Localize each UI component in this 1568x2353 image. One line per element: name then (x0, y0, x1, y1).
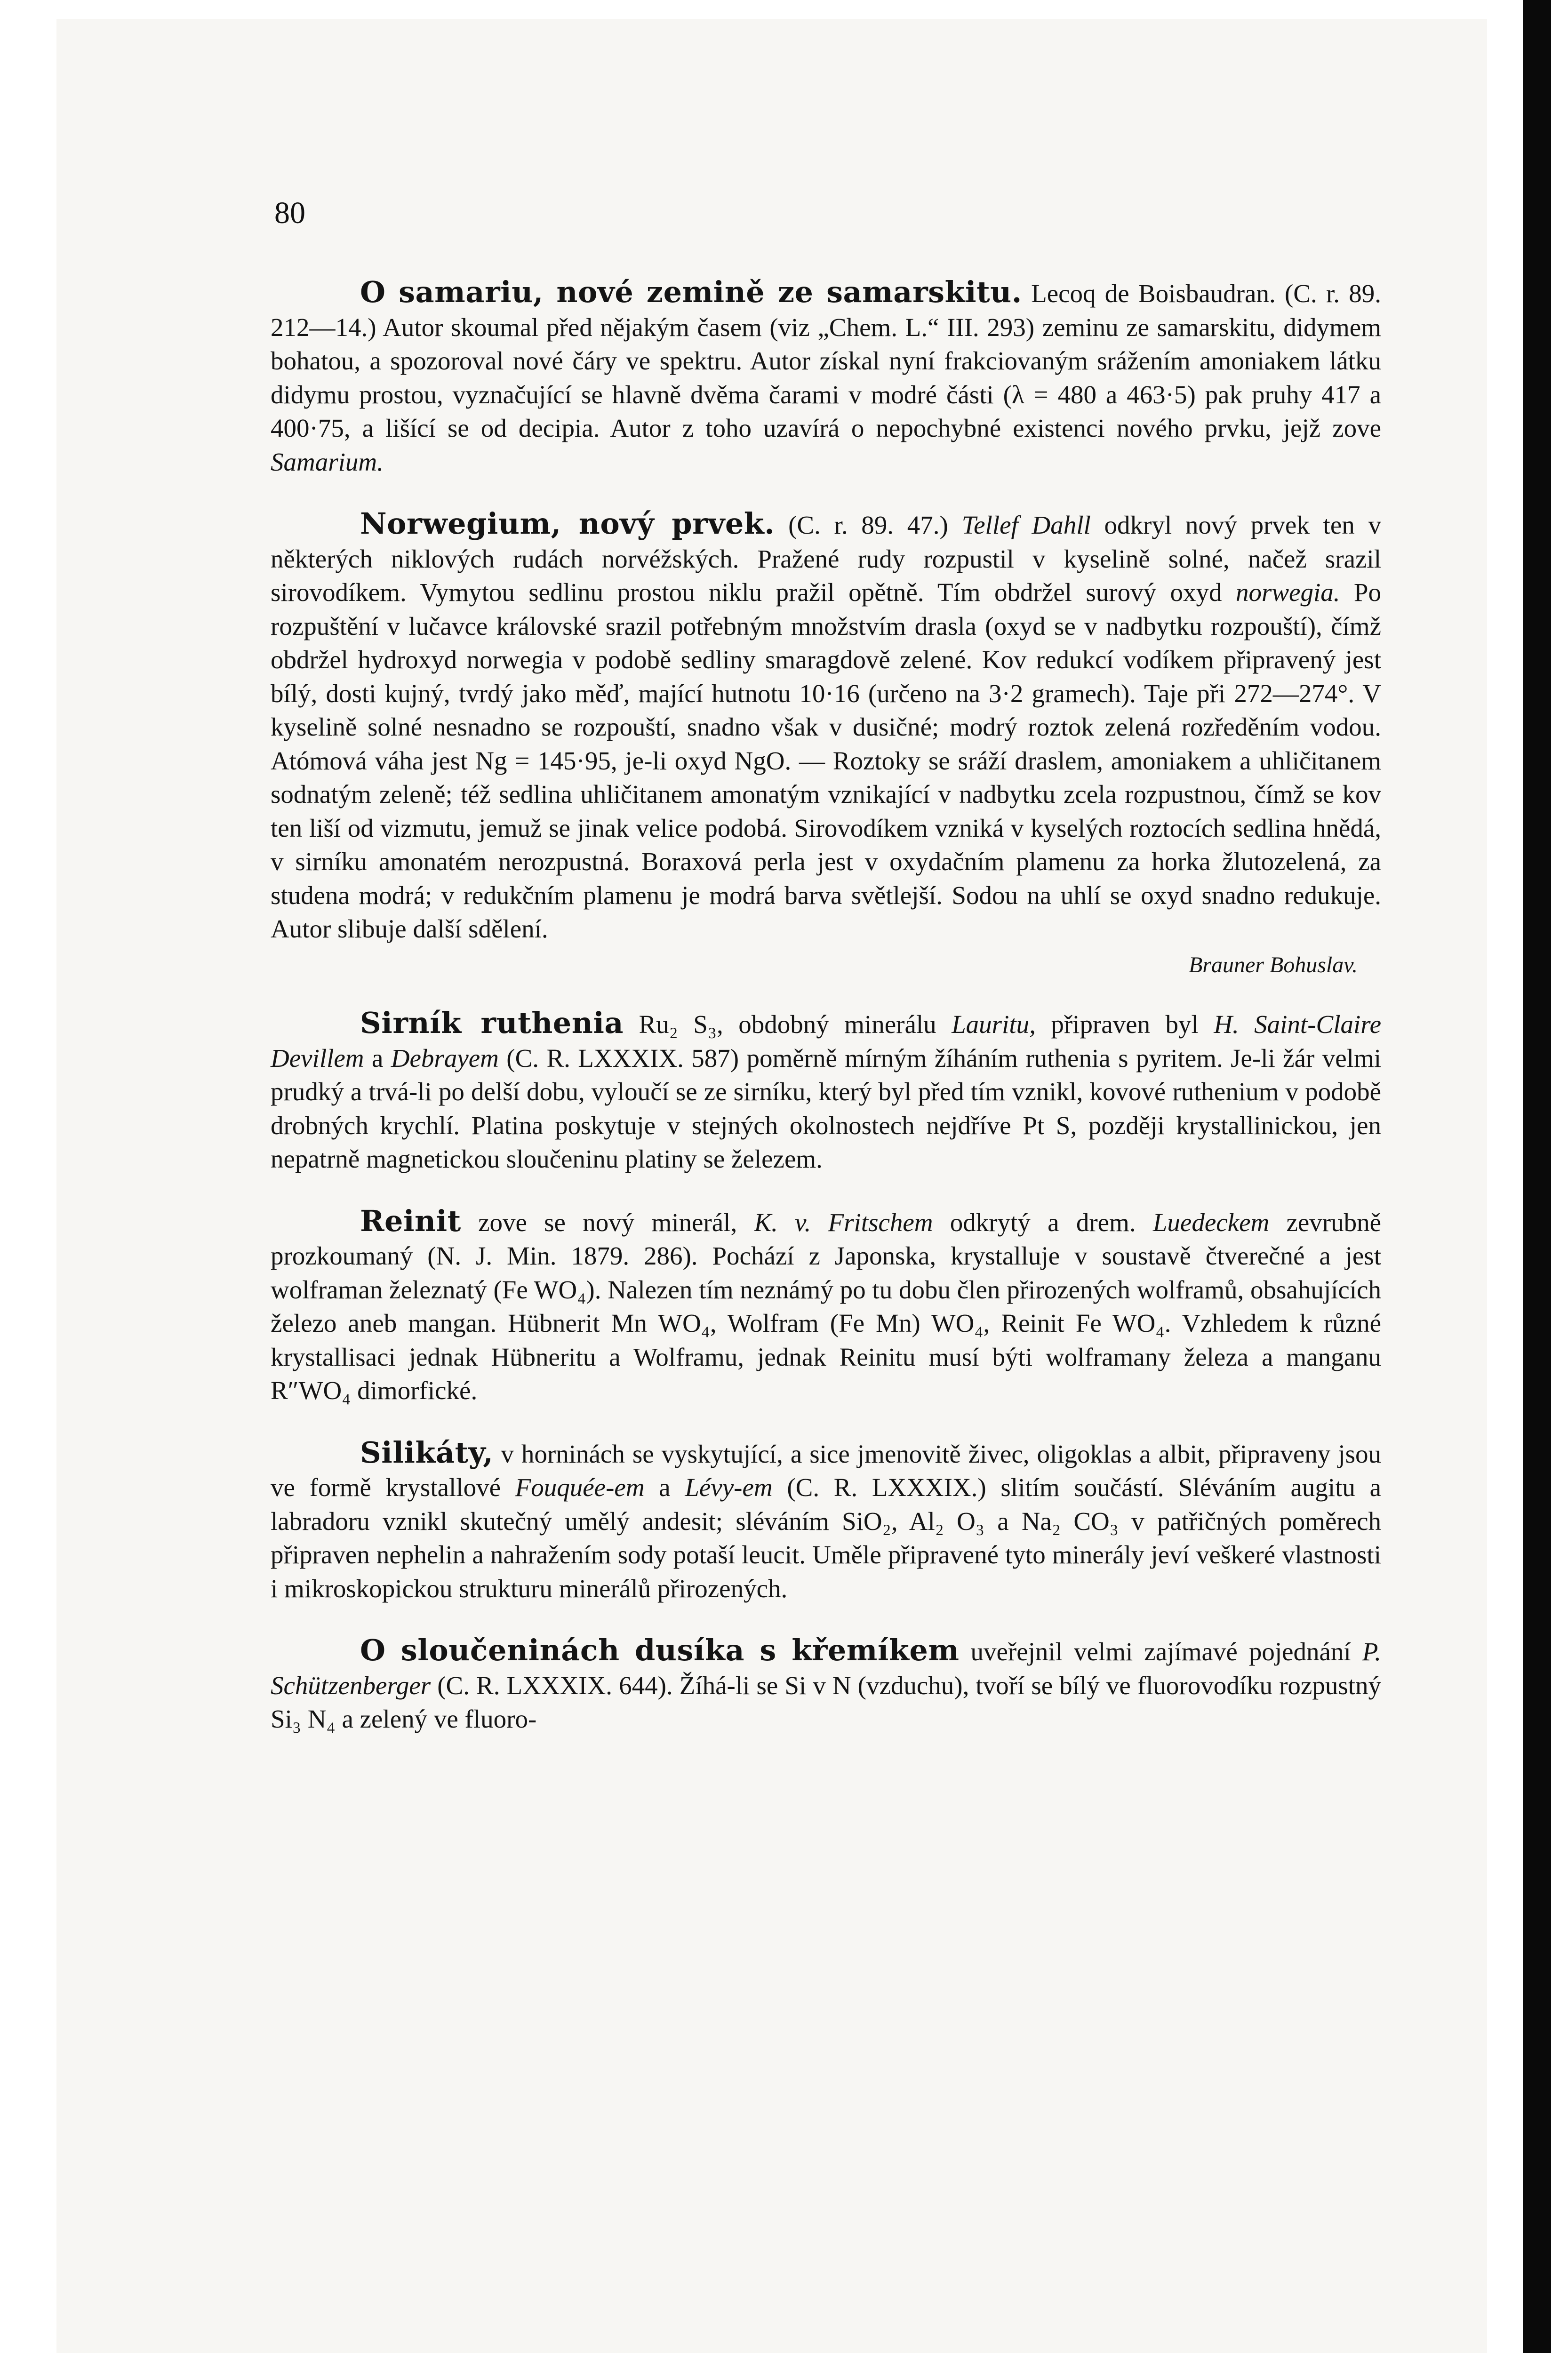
section-heading: Reinit (360, 1203, 461, 1238)
section-text: (C. R. LXXXIX. 587) poměrně mírným žíháním ruthenia s pyritem. Je-li žár velmi prudký a trvá-li po delší dobu, vyloučí se ze sirníku, který byl před tím vznikl, kovové ruthenium v podobě drobných krychlí. Platina poskytuje v stejných okolnostech nejdříve Pt S, později krystallinickou, jen nepatrně magnetickou sloučeninu platiny se železem. (271, 1043, 1382, 1173)
section-text: Lecoq de Boisbaudran. (C. r. 89. 212—14.) Autor skoumal před nějakým časem (viz „Chem. L.“ III. 293) zeminu ze samarskitu, didymem bohatou, a spozoroval nové čáry ve spektru. Autor získal nyní frakciovaným srážením amoniakem látku didymu prostou, vyznačující se hlavně dvěma čarami v modré části (λ = 480 a 463·5) pak pruhy 417 a 400·75, a lišící se od decipia. Autor z toho uzavírá o nepochybné existenci nového prvku, jejž zove (271, 279, 1381, 442)
author-name: Tellef Dahll (961, 511, 1091, 539)
scan-edge-bar (1523, 0, 1551, 2353)
section-heading: Sirník ruthenia (360, 1006, 624, 1040)
section-text: (C. r. 89. 47.) (788, 511, 948, 539)
section-text: uveřejnil velmi zajímavé pojednání (970, 1637, 1351, 1666)
section-text-italic: norwegia. (1235, 578, 1340, 607)
section-silikaty (271, 1436, 1381, 1606)
section-text: (C. R. LXXXIX. 644). Žíhá-li se Si v N (vzduchu), tvoří se bílý ve fluorovodíku rozpustný Si₃ N₄ a zelený ve fluoro- (271, 1671, 1382, 1733)
signature: Brauner Bohuslav. (1188, 952, 1358, 977)
author-name: P. Schützenberger (271, 1637, 1382, 1700)
section-text: zove se nový minerál, (478, 1208, 737, 1237)
section-text: zevrubně prozkoumaný (N. J. Min. 1879. 286). Pochází z Japonska, krystalluje v soustavě čtverečné a jest wolframan železnatý (Fe WO₄). Nalezen tím neznámý po tu dobu člen přirozených wolframů, obsahujících železo aneb mangan. Hübnerit Mn WO₄, Wolfram (Fe Mn) WO₄, Reinit Fe WO₄. Vzhledem k různé krystallisaci jednak Hübneritu a Wolframu, jednak Reinitu musí býti wolframany železa a manganu R″WO₄ dimorfické. (271, 1208, 1382, 1405)
section-heading: O samariu, nové zemině ze samarskitu. (360, 275, 1022, 309)
section-text: připraven byl (1051, 1010, 1199, 1039)
section-heading: Silikáty, (360, 1435, 494, 1470)
section-heading: O sloučeninách dusíka s křemíkem (360, 1633, 960, 1667)
section-reinit (271, 1204, 1381, 1408)
author-name: Luedeckem (1152, 1208, 1270, 1237)
page-number: 80 (274, 196, 305, 230)
section-text: Po rozpuštění v lučavce královské srazil potřebným množstvím drasla (oxyd se v nadbytku rozpouští), čímž obdržel hydroxyd norwegia v podobě sedliny smaragdově zelené. Kov redukcí vodíkem připravený jest bílý, dosti kujný, tvrdý jako měď, mající hutnotu 10·16 (určeno na 3·2 gramech). Taje při 272—274°. V kyselině solné nesnadno se rozpouští, snadno však v dusičné; modrý roztok zelená rozředěním vodou. Atómová váha jest Ng = 145·95, je-li oxyd NgO. — Roztoky se sráží draslem, amoniakem a uhličitanem sodnatým zeleně; též sedlina uhličitanem amonatým vznikající v nadbytku zcela rozpustnou, čímž se kov ten liší od vizmutu, jemuž se jinak velice podobá. Sirovodíkem vzniká v kyselých roztocích sedlina hnědá, v sirníku amonatém nerozpustná. Boraxová perla jest v oxydačním plamenu za horka žlutozelená, za studena modrá; v redukčním plamenu je modrá barva světlejší. Sodou na uhlí se oxyd snadno redukuje. Autor slibuje další sdělení. (271, 578, 1382, 943)
section-text: a (371, 1043, 384, 1072)
author-name: Debrayem (391, 1043, 499, 1072)
section-norwegium (271, 507, 1381, 946)
section-text: a (659, 1473, 671, 1502)
author-name: K. v. Fritschem (754, 1208, 933, 1237)
section-text: Ru₂ S₃, obdobný minerálu (639, 1010, 936, 1039)
section-dusik-kremik (271, 1633, 1381, 1736)
author-name: Fouquée-em (515, 1473, 645, 1502)
section-heading: Norwegium, nový prvek. (360, 506, 775, 541)
section-text: odkryl nový prvek ten v některých niklových rudách norvéžských. Pražené rudy rozpustil v kyselině solné, načež srazil sirovodíkem. Vymytou sedlinu prostou niklu pražil opětně. Tím obdržel surový oxyd (271, 511, 1381, 607)
author-name: H. Saint-Claire Devillem (271, 1010, 1382, 1072)
article-body (271, 275, 1381, 1764)
section-samarium (271, 275, 1381, 479)
section-ruthenium (271, 1006, 1381, 1176)
section-text-italic: Samarium. (271, 447, 384, 476)
section-text: odkrytý a drem. (950, 1208, 1136, 1237)
author-name: Lévy-em (685, 1473, 773, 1502)
section-text: (C. R. LXXXIX.) slitím součástí. Sléváním augitu a labradoru vznikl skutečný umělý andesit; sléváním SiO₂, Al₂ O₃ a Na₂ CO₃ v patřičných poměrech připraven nephelin a nahražením sody potaší leucit. Uměle připravené tyto minerály jeví veškeré vlastnosti i mikroskopickou strukturu minerálů přirozených. (271, 1473, 1382, 1603)
section-text-italic: Lauritu, (952, 1010, 1036, 1039)
section-text: v horninách se vyskytující, a sice jmenovitě živec, oligoklas a albit, připraveny jsou ve formě krystallové (271, 1439, 1381, 1502)
